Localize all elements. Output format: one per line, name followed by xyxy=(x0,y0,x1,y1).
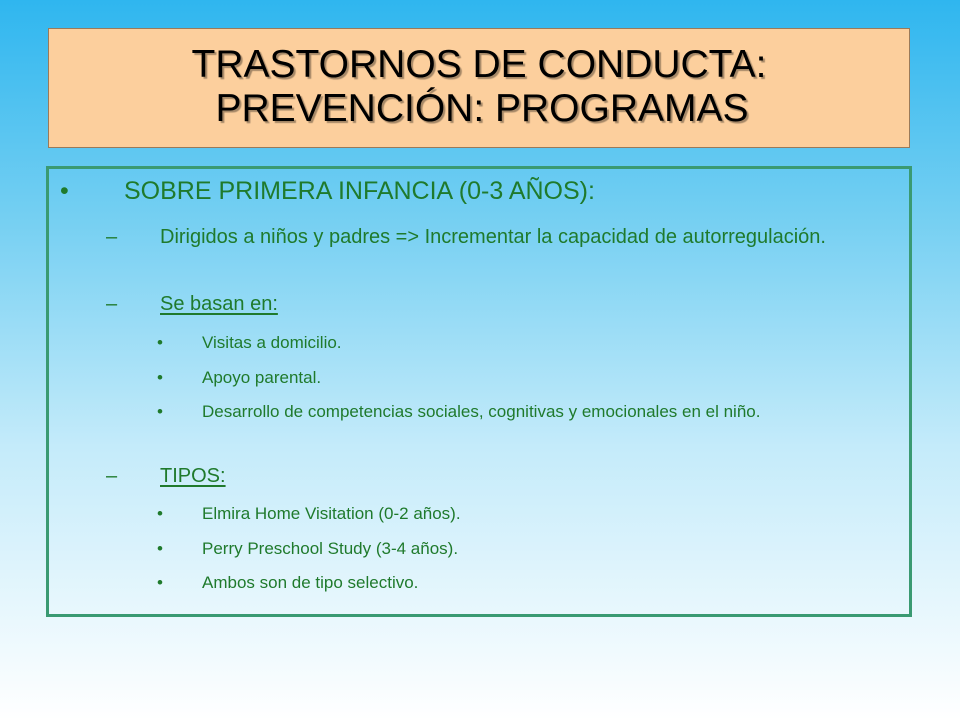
dash-marker: – xyxy=(106,293,118,315)
types-item-text: Elmira Home Visitation (0-2 años). xyxy=(202,504,461,523)
bullet-marker: • xyxy=(157,402,163,421)
intro-text: Dirigidos a niños y padres => Incrementar la capacidad de autorregulación. xyxy=(160,226,826,248)
basis-item-text: Visitas a domicilio. xyxy=(202,333,342,352)
bullet-marker: • xyxy=(157,539,163,558)
basis-item-text: Apoyo parental. xyxy=(202,368,322,387)
bullet-marker: • xyxy=(157,573,163,592)
types-item-text: Ambos son de tipo selectivo. xyxy=(202,573,419,592)
bullet-marker: • xyxy=(157,368,163,387)
basis-item-text: Desarrollo de competencias sociales, cognitivas y emocionales en el niño. xyxy=(202,402,761,421)
types-item-text: Perry Preschool Study (3-4 años). xyxy=(202,539,459,558)
slide-title-box xyxy=(48,28,910,148)
bullet-marker: • xyxy=(157,333,163,352)
bullet-marker: • xyxy=(157,504,163,523)
heading-text: SOBRE PRIMERA INFANCIA (0-3 AÑOS): xyxy=(124,177,595,205)
basis-label: Se basan en: xyxy=(160,293,278,315)
slide-title-line-2: PREVENCIÓN: PROGRAMAS xyxy=(215,87,749,130)
slide-title-line-1: TRASTORNOS DE CONDUCTA: xyxy=(191,43,767,86)
dash-marker: – xyxy=(106,226,118,248)
dash-marker: – xyxy=(106,465,118,487)
types-label: TIPOS: xyxy=(160,465,226,487)
bullet-marker: • xyxy=(60,177,69,205)
